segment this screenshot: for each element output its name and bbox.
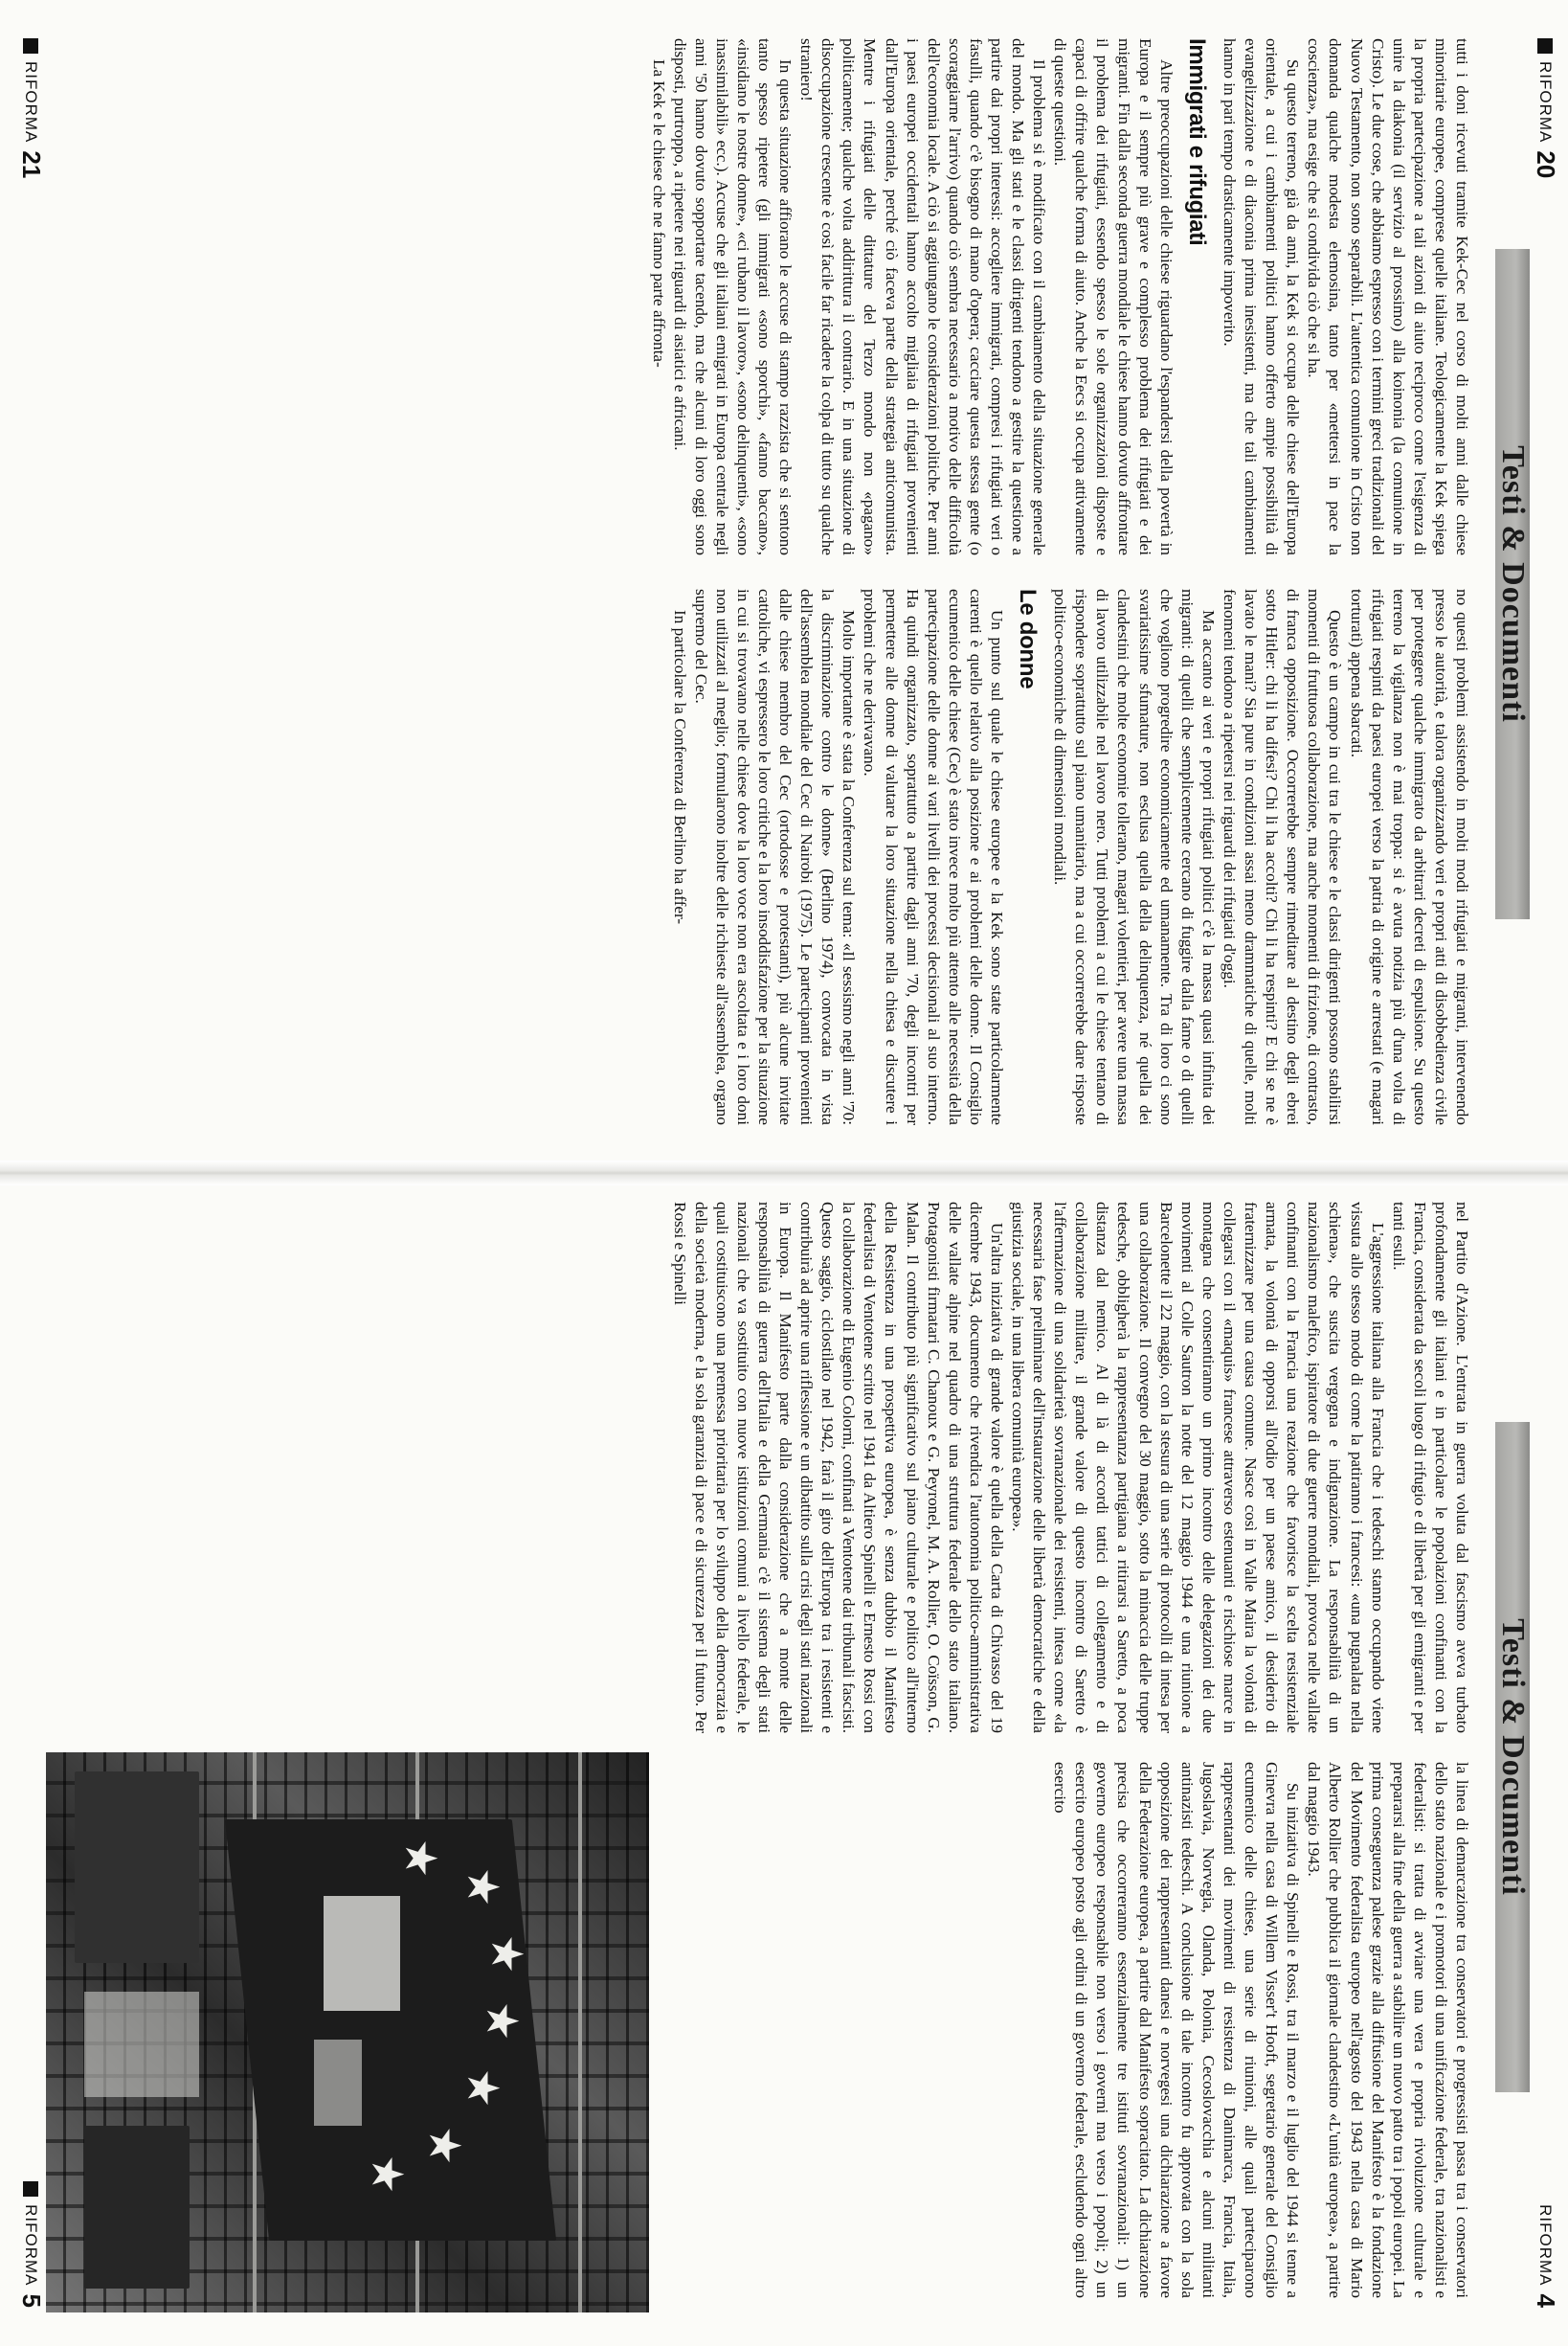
section-band-left (1495, 249, 1530, 919)
paragraph: Questo è un campo in cui tra le chiese e le classi dirigenti possono stabilirsi momenti di fruttuosa collaborazione, ma anche momenti di frizione, di contrasto, di franca opposizione. Occorrerebbe sempre rimeditare al destino degli ebrei sotto Hitler: chi li ha difesi? Chi li ha accolti? Chi li ha respinti? E chi se ne è lavato le mani? Sia pure in condizioni assai meno drammatiche di quelle, molti fenomeni tendono a ripetersi nei riguardi dei rifugiati d'oggi. (1220, 589, 1345, 1125)
star-icon: ★ (482, 1934, 533, 1974)
star-icon: ★ (419, 2126, 471, 2166)
folio-square-icon (24, 38, 39, 54)
paragraph: Su questo terreno, già da anni, la Kek si occupa delle chiese dell'Europa orientale, a cui i cambiamenti politici hanno offerto ampie possibilità di evangelizzazione e di diaconia prima inesistenti, ma che tali cambiamenti hanno in pari tempo drasticamente impoverito. (1220, 38, 1303, 555)
star-icon: ★ (395, 1838, 447, 1879)
paragraph: no questi problemi assistendo in molti modi rifugiati e migranti, intervenendo presso le autorità, e talora organizzando veri e propri atti di disobbedienza civile per proteggere qualche immigrato da arbitrari decreti di espulsione. Su questo terreno la vigilanza non è mai troppa: si è avuta notizia più d'una volta di rifugiati respinti da paesi europei verso la patria di origine e arrestati (e magari torturati) appena sbarcati. (1347, 589, 1471, 1125)
folio-left-top (1531, 38, 1560, 178)
section-band-right (1495, 1422, 1530, 2092)
subheading-immigrati: Immigrati e rifugiati (1183, 38, 1210, 246)
folio-number: 21 (17, 150, 46, 179)
small-flag (84, 2126, 190, 2289)
left-column-2 (669, 589, 1472, 1125)
folio-square-icon (1538, 38, 1554, 54)
flag-highlight (324, 1896, 400, 2011)
paragraph: Altre preoccupazioni delle chiese riguardano l'espandersi della povertà in Europa e il sempre più grave e complesso problema dei rifugiati e dei migranti. Fin dalla seconda guerra mondiale le chiese hanno dovuto affrontare il problema dei rifugiati, essendo spesso le sole organizzazioni disposte e capaci di offrire qualche forma di aiuto. Anche la Eecs si occupa attivamente di queste questioni. (1051, 38, 1176, 555)
right-column-2 (1049, 1762, 1472, 2298)
folio-magazine: RIFORMA (1536, 61, 1556, 144)
folio-number: 5 (17, 2293, 46, 2308)
paragraph: L'aggressione italiana alla Francia che i tedeschi stanno occupando viene vissuta allo stesso modo di come la patiranno i francesi: «una pugnalata nella schiena», che suscita vergogna e indignazione. La responsabilità di un nazionalismo malefico, ispiratore di due guerre mondiali, provoca nelle vallate confinanti con la Francia una reazione che favorisce la scelta resistenziale armata, la volontà di opporsi all'odio per un paese amico, il desiderio di fraternizzare per una causa comune. Nasce così in Valle Maira la volontà di collegarsi con il «maquis» francese attraverso estenuanti e rischiose marce in montagna che consentiranno un primo incontro delle delegazioni dei due movimenti al Colle Sautron la notte del 12 maggio 1944 e una riunione a Barcelonette il 22 maggio, con la stesura di una serie di protocolli di intesa per una collaborazione. Il convegno del 30 maggio, sotto la minaccia delle truppe tedesche, obbligherà la rappresentanza partigiana a ritirarsi a Saretto, a poca distanza dal nemico. Al di là di accordi tattici di collegamento e di collaborazione militare, il grande valore di questo incontro di Saretto è l'affermazione di una solidarietà sovranazionale dei resistenti, intesa come «la necessaria fase preliminare dell'instaurazione delle libertà democratiche e della giustizia sociale, in una libera comunità europea». (1009, 1202, 1387, 1733)
paragraph: nel Partito d'Azione. L'entrata in guerra voluta dal fascismo aveva turbato profondamente gli italiani e in particolare le popolazioni confinanti con la Francia, considerata da secoli luogo di rifugio e di libertà per gli emigranti e per tanti esuli. (1389, 1202, 1471, 1733)
flag-highlight (314, 2040, 362, 2126)
paragraph: Molto importante è stata la Conferenza sul tema: «Il sessismo negli anni '70: la discriminazione contro le donne» (Berlino 1974), convocata in vista dell'assemblea mondiale del Cec di Nairobi (1975). Le partecipanti provenienti dalle chiese membro del Cec (ortodosse e protestanti), più alcune invitate cattoliche, vi espressero le loro critiche e la loro insoddisfazione per la situazione in cui si trovavano nelle chiese dove la loro voce non era ascoltata e i loro doni non utilizzati al meglio; formularono inoltre delle richieste all'assemblea, organo supremo del Cec. (691, 589, 859, 1125)
paragraph: In questa situazione affiorano le accuse di stampo razzista che si sentono tanto spesso ripetere (gli immigrati «sono sporchi», «fanno baccano», «insidiano le nostre donne», «ci rubano il lavoro», «sono delinquenti», «sono inassimilabili» ecc.). Accuse che gli italiani emigrati in Europa centrale negli anni '50 hanno dovuto sopportare tacendo, ma che alcuni di loro oggi sono disposti, purtroppo, a ripetere nei riguardi di asiatici e africani. (670, 38, 795, 555)
folio-magazine: RIFORMA (22, 2204, 41, 2287)
star-icon: ★ (477, 2001, 528, 2041)
folio-right-top (1531, 2204, 1560, 2308)
right-page (0, 1173, 1568, 2346)
folio-magazine: RIFORMA (22, 61, 41, 144)
paragraph: Ma accanto ai veri e propri rifugiati politici c'è la massa quasi infinita dei migranti: di quelli che semplicemente cercano di fuggire dalla fame o di quelli che vogliono progredire economicamente ed umanamente. Tra di loro ci sono svariatissime sfumature, non esclusa quella della delinquenza, né quella dei clandestini che molte economie tollerano, magari volentieri, per avere una massa di lavoro utilizzabile nel lavoro nero. Tutti problemi a cui le chiese tentano di rispondere soprattutto sul piano umanitario, ma a cui occorrerebbe dare risposte politico-economiche di dimensioni mondiali. (1051, 589, 1218, 1125)
folio-left-bottom (16, 38, 46, 178)
paragraph: Il problema si è modificato con il cambiamento della situazione generale del mondo. Ma gli stati e le classi dirigenti tendono a gestire la questione a partire dai propri interessi: accogliere immigrati, compresi i rifugiati veri o fasulli, quando c'è bisogno di mano d'opera; cacciare questa stessa gente (o scoraggiarne l'arrivo) quando ciò sembra necessario a motivo delle difficoltà dell'economia locale. A ciò si aggiungano le considerazioni politiche. Per anni i paesi europei occidentali hanno accolto migliaia di rifugiati provenienti dall'Europa orientale, perché ciò faceva parte della strategia anticomunista. Mentre i rifugiati delle dittature del Terzo mondo non «pagano» politicamente; qualche volta addirittura il contrario. E in una situazione di disoccupazione crescente è così facile far ricadere la colpa di tutto su qualche straniero! (797, 38, 1049, 555)
paragraph: la linea di demarcazione tra conservatori e progressisti passa tra i conservatori dello stato nazionale e i promotori di una unificazione federale, tra nazionalisti e federalisti: si tratta di avviare una vera e propria rivoluzione culturale e prepararsi alla fine della guerra a stabilire un nuovo patto tra i popoli europei. La prima conseguenza palese grazie alla diffusione del Manifesto è la fondazione del Movimento federalista europeo nell'agosto del 1943 nella casa di Mario Alberto Rollier che pubblica il giornale clandestino «L'unità europea», a partire dal maggio 1943. (1305, 1762, 1471, 2298)
folio-magazine: RIFORMA (1536, 2204, 1556, 2287)
paragraph: Su iniziativa di Spinelli e Rossi, tra il marzo e il luglio del 1944 si tenne a Ginevra nella casa di Willem Visser't Hooft, segretario generale del Consiglio ecumenico delle chiese, una serie di riunioni, alle quali parteciparono rappresentanti dei movimenti di resistenza di Danimarca, Francia, Italia, Jugoslavia, Norvegia, Olanda, Polonia, Cecoslovacchia e alcuni militanti antinazisti tedeschi. A conclusione di tale incontro fu approvata con la sola opposizione dei rappresentanti danesi e norvegesi una dichiarazione a favore della Federazione europea, a partire dal Manifesto sopracitato. La dichiarazione precisa che occorreranno essenzialmente tre istituti sovranazionali: 1) un governo europeo responsabile non verso i governi ma verso i popoli; 2) un esercito europeo posto agli ordini di un governo federale, escludendo ogni altro esercito (1051, 1762, 1303, 2298)
folio-square-icon (24, 2181, 39, 2197)
paragraph: Un'altra iniziativa di grande valore è quella della Carta di Chivasso del 19 dicembre 1943, documento che rivendica l'autonomia politico-amministrativa delle vallate alpine nel quadro di una struttura federale dello stato italiano. Protagonisti firmatari C. Chanoux e G. Peyronel, M. A. Rollier, O. Coïsson, G. Malan. Il contributo più significativo sul piano culturale e politico all'interno della Resistenza in una prospettiva europea, è senza dubbio il Manifesto federalista di Ventotene scritto nel 1941 da Altiero Spinelli e Ernesto Rossi con la collaborazione di Eugenio Colorni, confinati a Ventotene dai tribunali fascisti. Questo saggio, ciclostilato nel 1942, farà il giro dell'Europa tra i resistenti e contribuirà ad aprire una riflessione e un dibattito sulla crisi degli stati nazionali in Europa. Il Manifesto parte dalla considerazione che a monte delle responsabilità di guerra dell'Italia e della Germania c'è il sistema degli stati nazionali che va sostituito con nuove istituzioni comuni a livello federale, le quali costituiscono una premessa prioritaria per lo sviluppo della democrazia e della società moderna, e la sola garanzia di pace e di sicurezza per il futuro. Per Rossi e Spinelli (670, 1202, 1006, 1733)
small-flag (75, 1771, 199, 1963)
photo-european-flags (46, 1752, 649, 2312)
folio-number: 4 (1532, 2293, 1560, 2308)
folio-number: 20 (1532, 150, 1560, 179)
section-title: Testi & Documenti (1495, 445, 1531, 723)
small-flag-light (84, 1992, 199, 2097)
folio-right-bottom (16, 2181, 46, 2308)
paragraph: La Kek e le chiese che ne fanno parte affronta- (649, 59, 668, 368)
subheading-donne: Le donne (1015, 589, 1042, 689)
paragraph: In particolare la Conferenza di Berlino ha affer- (670, 610, 689, 925)
paragraph: tutti i doni ricevuti tramite Kek-Cec nel corso di molti anni dalle chiese minoritarie europee, comprese quelle italiane. Teologicamente la Kek spiega la propria partecipazione a tali azioni di aiuto reciproco come l'esigenza di unire la diakonia (il servizio al prossimo) alla koinonia (la comunione in Cristo). Le due cose, che abbiamo espresso con i termini greci tradizionali del Nuovo Testamento, non sono separabili. L'autentica comunione in Cristo non domanda qualche modesta elemosina, tanto per «mettersi in pace la coscienza», ma esige che si condivida ciò che si ha. (1305, 38, 1471, 555)
left-column-1 (647, 38, 1472, 555)
star-icon: ★ (458, 2068, 509, 2109)
star-icon: ★ (458, 1867, 509, 1907)
flag-pole (578, 1752, 582, 2312)
paragraph: Un punto sul quale le chiese europee e la Kek sono state particolarmente carenti è quello relativo alla posizione e ai problemi delle donne. Il Consiglio ecumenico delle chiese (Cec) è stato invece molto più attento alle necessità della partecipazione delle donne ai vari livelli dei processi decisionali al suo interno. Ha quindi organizzato, soprattutto a partire dagli anni '70, degli incontri per permettere alle donne di valutare la loro situazione nella chiesa e discutere i problemi che ne derivavano. (861, 589, 1007, 1125)
right-column-1 (668, 1202, 1472, 1733)
section-title: Testi & Documenti (1495, 1618, 1531, 1896)
star-icon: ★ (362, 2154, 414, 2195)
